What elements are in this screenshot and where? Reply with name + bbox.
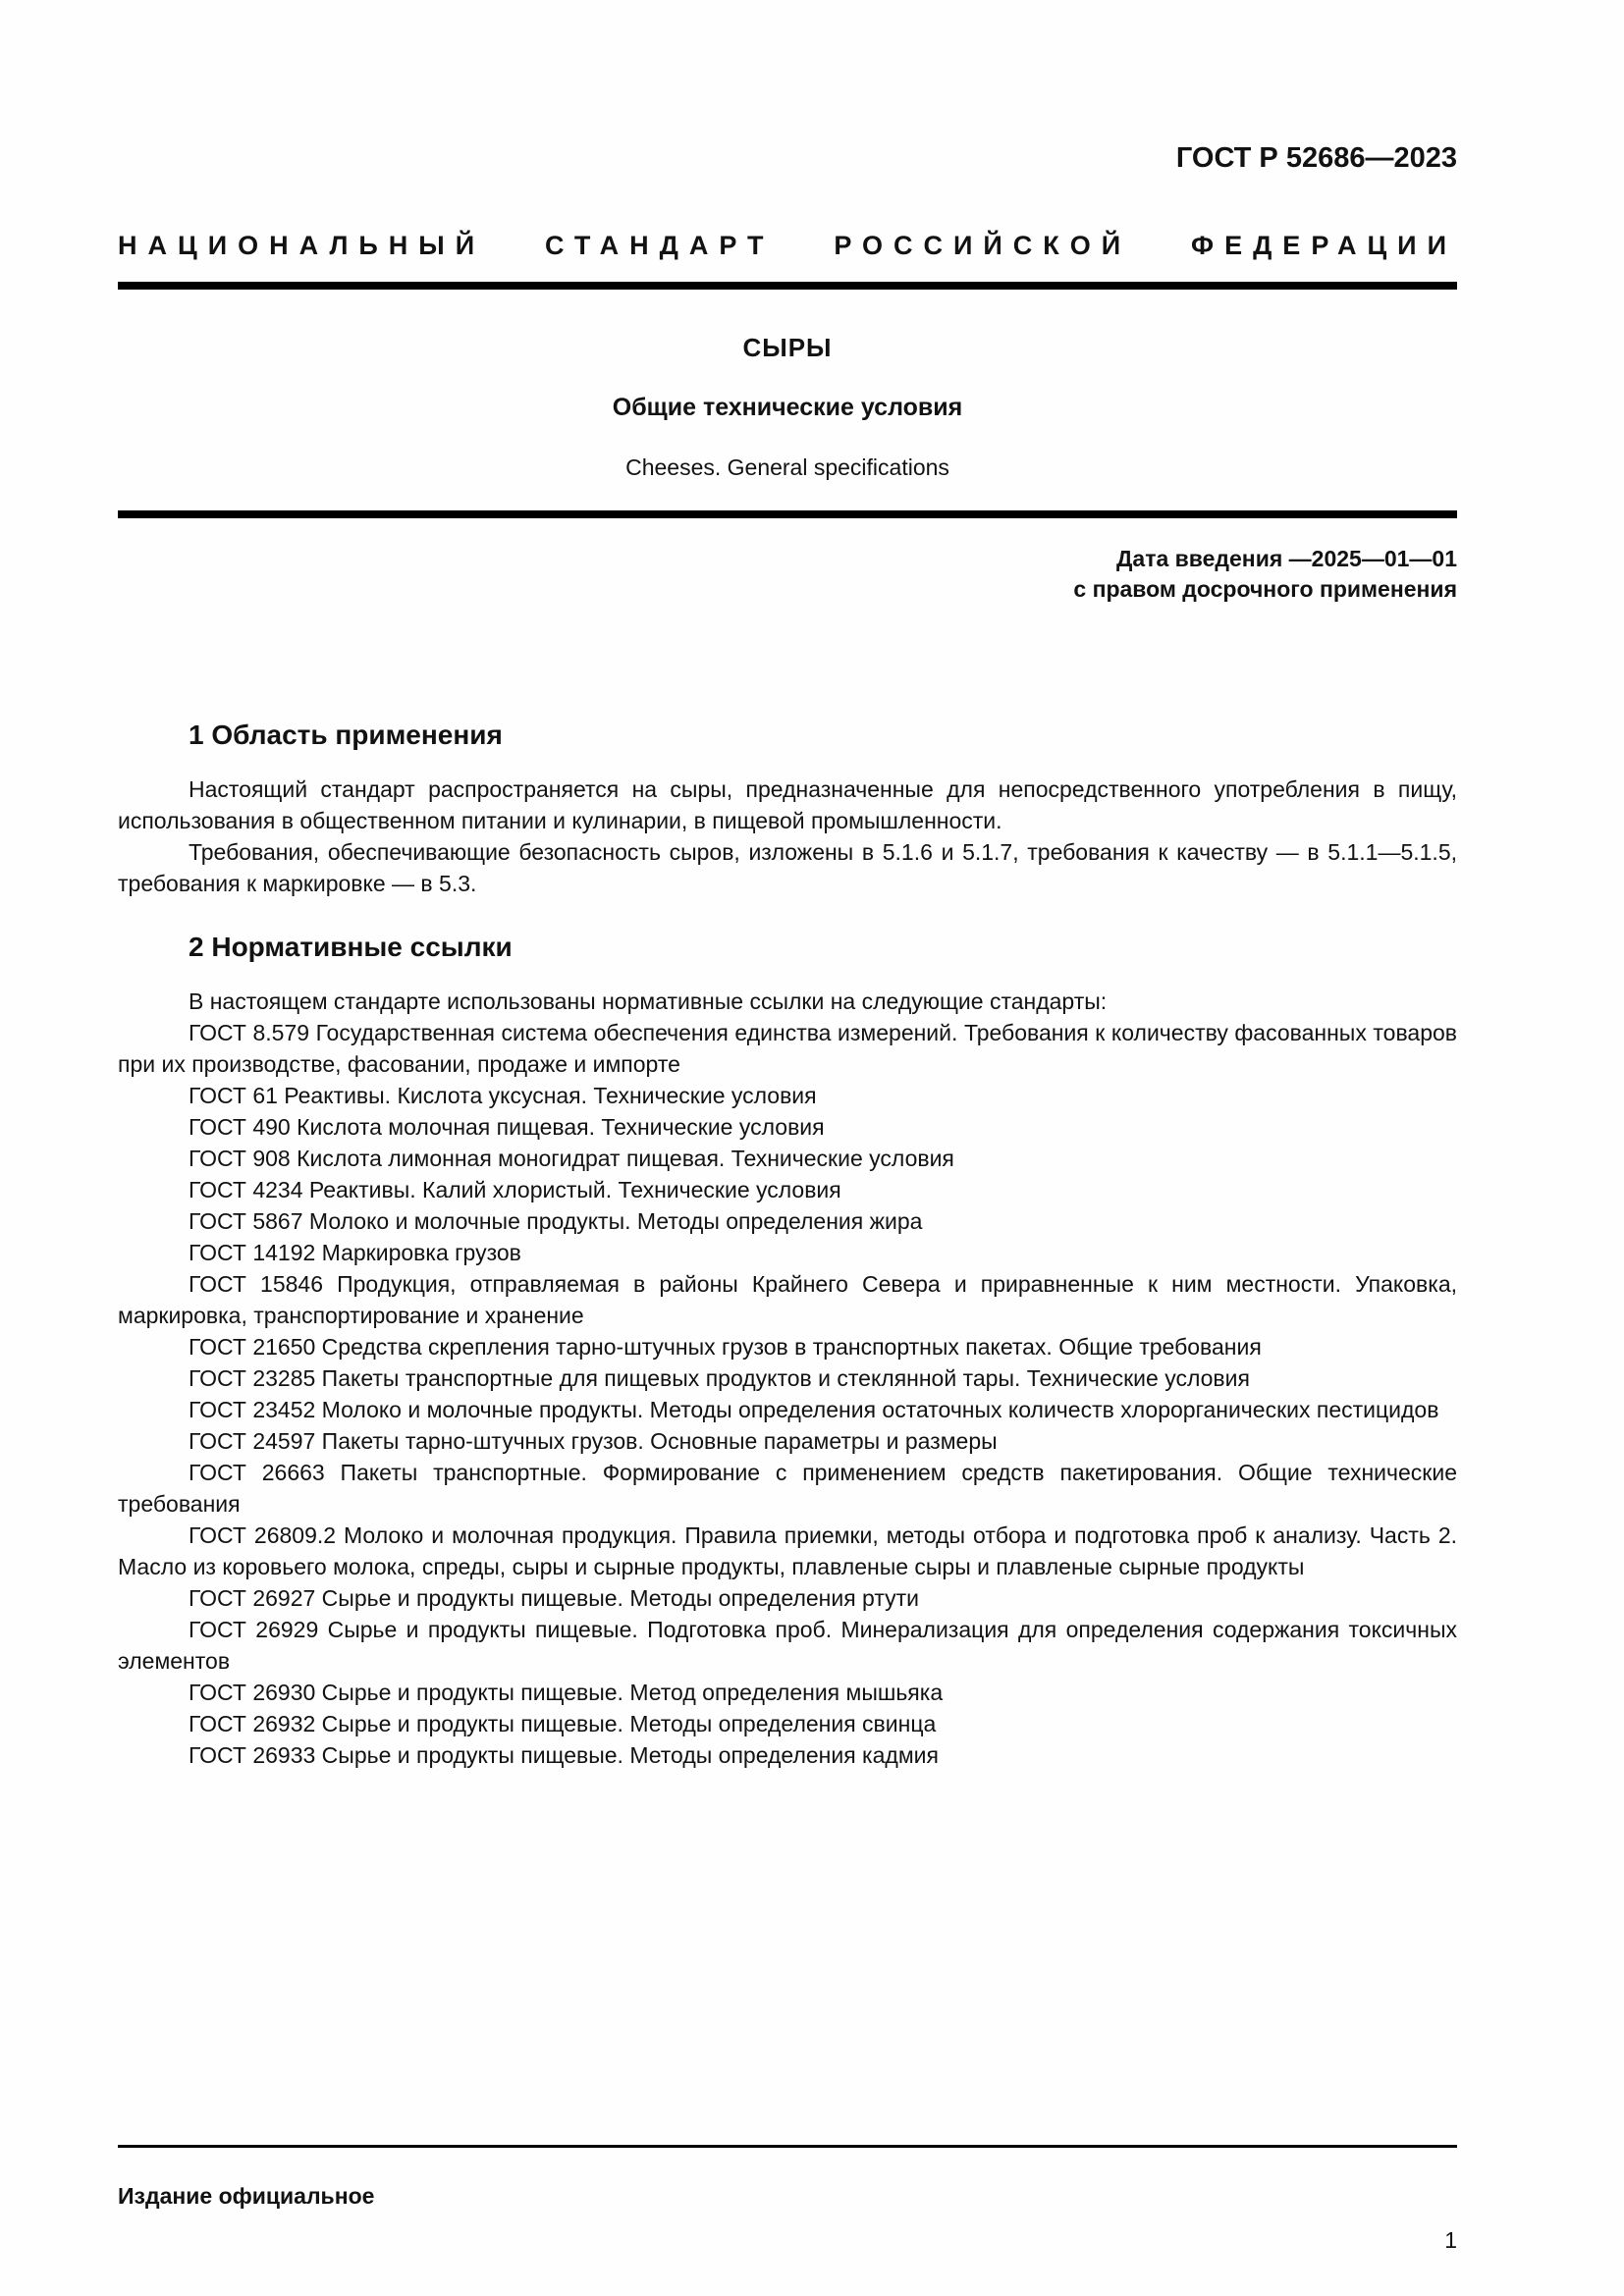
document-title-english: Cheeses. General specifications bbox=[625, 454, 949, 480]
document-title: СЫРЫ bbox=[742, 333, 833, 362]
paragraph: Настоящий стандарт распространяется на сыры, предназначенные для непосредственного употребления в пищу, использования в общественном питании и кулинарии, в пищевой промышленности. bbox=[118, 776, 1457, 833]
official-edition-note: Издание официальное bbox=[118, 2183, 375, 2209]
gost-reference: ГОСТ 26933 Сырье и продукты пищевые. Методы определения кадмия bbox=[189, 1742, 939, 1768]
gost-reference: ГОСТ 26932 Сырье и продукты пищевые. Методы определения свинца bbox=[189, 1711, 937, 1736]
gost-reference: ГОСТ 26663 Пакеты транспортные. Формирование с применением средств пакетирования. Общие технические требования bbox=[118, 1460, 1457, 1517]
page-content bbox=[118, 142, 1457, 1771]
page-footer bbox=[118, 2145, 1457, 2254]
standard-type-header: НАЦИОНАЛЬНЫЙ СТАНДАРТ РОССИЙСКОЙ ФЕДЕРАЦИИ bbox=[118, 231, 1457, 260]
section-scope bbox=[118, 719, 1457, 899]
gost-reference: ГОСТ 490 Кислота молочная пищевая. Технические условия bbox=[189, 1114, 825, 1140]
gost-reference: ГОСТ 21650 Средства скрепления тарно-штучных грузов в транспортных пакетах. Общие требования bbox=[189, 1334, 1262, 1360]
horizontal-rule-top bbox=[118, 282, 1457, 290]
section-normative-references bbox=[118, 931, 1457, 1771]
document-subtitle: Общие технические условия bbox=[612, 394, 963, 421]
gost-reference: ГОСТ 23452 Молоко и молочные продукты. Методы определения остаточных количеств хлорорганических пестицидов bbox=[189, 1397, 1439, 1422]
section-heading: 2 Нормативные ссылки bbox=[189, 932, 513, 962]
effective-date-line1: Дата введения —2025—01—01 bbox=[1116, 546, 1457, 571]
gost-reference: ГОСТ 5867 Молоко и молочные продукты. Методы определения жира bbox=[189, 1208, 923, 1234]
horizontal-rule-middle bbox=[118, 510, 1457, 518]
gost-reference: ГОСТ 61 Реактивы. Кислота уксусная. Технические условия bbox=[189, 1083, 817, 1108]
effective-date-block bbox=[118, 544, 1457, 605]
gost-reference: ГОСТ 15846 Продукция, отправляемая в районы Крайнего Севера и приравненные к ним местности. Упаковка, маркировка, транспортирование и хранение bbox=[118, 1271, 1457, 1328]
paragraph: Требования, обеспечивающие безопасность сыров, изложены в 5.1.6 и 5.1.7, требования к качеству — в 5.1.1—5.1.5, требования к маркировке — в 5.3. bbox=[118, 839, 1457, 896]
section-heading: 1 Область применения bbox=[189, 720, 503, 750]
gost-reference: ГОСТ 23285 Пакеты транспортные для пищевых продуктов и стеклянной тары. Технические условия bbox=[189, 1365, 1250, 1391]
page-number: 1 bbox=[1444, 2227, 1457, 2253]
doc-number: ГОСТ Р 52686—2023 bbox=[1175, 142, 1457, 174]
gost-reference: ГОСТ 4234 Реактивы. Калий хлористый. Технические условия bbox=[189, 1177, 841, 1202]
gost-reference: ГОСТ 24597 Пакеты тарно-штучных грузов. Основные параметры и размеры bbox=[189, 1428, 998, 1454]
gost-reference: ГОСТ 14192 Маркировка грузов bbox=[189, 1240, 521, 1265]
gost-reference: ГОСТ 26809.2 Молоко и молочная продукция. Правила приемки, методы отбора и подготовка проб к анализу. Часть 2. Масло из коровьего молока, спреды, сыры и сырные продукты, плавленые сыры и плавленые сырные продукты bbox=[118, 1522, 1457, 1579]
paragraph: В настоящем стандарте использованы нормативные ссылки на следующие стандарты: bbox=[189, 988, 1108, 1014]
gost-reference: ГОСТ 908 Кислота лимонная моногидрат пищевая. Технические условия bbox=[189, 1146, 954, 1171]
gost-reference: ГОСТ 26930 Сырье и продукты пищевые. Метод определения мышьяка bbox=[189, 1680, 944, 1705]
gost-reference: ГОСТ 26929 Сырье и продукты пищевые. Подготовка проб. Минерализация для определения содержания токсичных элементов bbox=[118, 1617, 1457, 1674]
gost-reference: ГОСТ 26927 Сырье и продукты пищевые. Методы определения ртути bbox=[189, 1585, 920, 1611]
effective-date-line2: с правом досрочного применения bbox=[1073, 576, 1457, 602]
gost-reference: ГОСТ 8.579 Государственная система обеспечения единства измерений. Требования к количеству фасованных товаров при их производстве, фасовании, продаже и импорте bbox=[118, 1020, 1457, 1077]
